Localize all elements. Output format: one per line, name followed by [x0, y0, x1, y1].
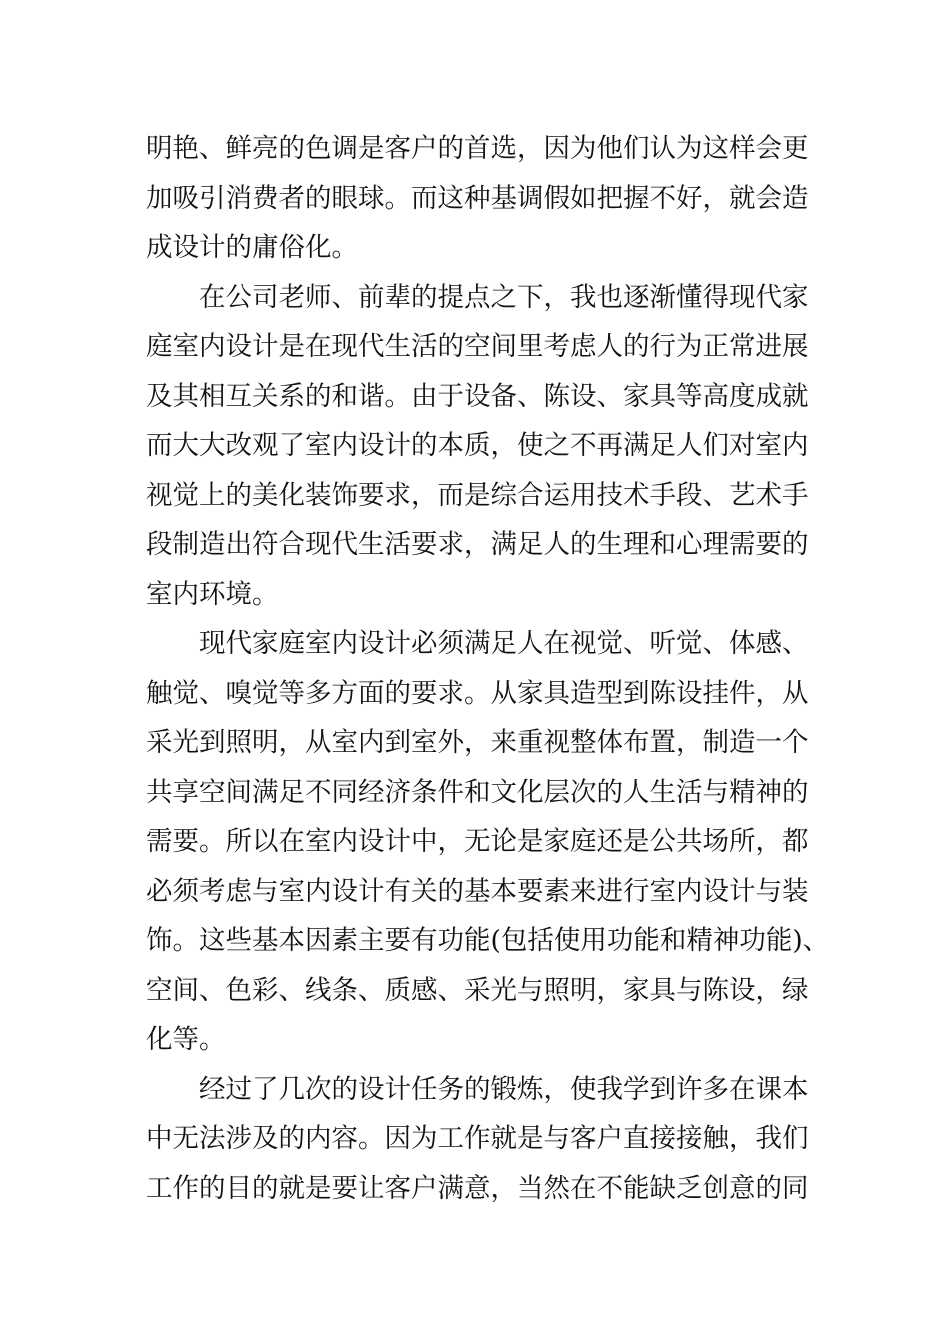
- text-line: 采光到照明，从室内到室外，来重视整体布置，制造一个: [146, 727, 809, 758]
- text-line: 段制造出符合现代生活要求，满足人的生理和心理需要的: [146, 529, 809, 560]
- text-line: 视觉上的美化装饰要求，而是综合运用技术手段、艺术手: [146, 479, 809, 511]
- text-line: 化等。: [146, 1024, 226, 1055]
- text-line: 饰。这些基本因素主要有功能(包括使用功能和精神功能)、: [146, 925, 830, 956]
- text-line: 成设计的庸俗化。: [146, 232, 358, 263]
- text-line: 空间、色彩、线条、质感、采光与照明，家具与陈设，绿: [146, 974, 809, 1006]
- text-line: 加吸引消费者的眼球。而这种基调假如把握不好，就会造: [146, 182, 809, 214]
- body-text: [146, 124, 830, 1213]
- text-line: 必须考虑与室内设计有关的基本要素来进行室内设计与装: [146, 875, 809, 907]
- text-line: 室内环境。: [146, 578, 279, 610]
- text-line: 触觉、嗅觉等多方面的要求。从家具造型到陈设挂件，从: [146, 677, 809, 709]
- text-line: 工作的目的就是要让客户满意，当然在不能缺乏创意的同: [146, 1172, 809, 1204]
- text-line: 明艳、鲜亮的色调是客户的首选，因为他们认为这样会更: [146, 133, 809, 164]
- text-line: 在公司老师、前辈的提点之下，我也逐渐懂得现代家: [199, 281, 809, 313]
- text-line: 经过了几次的设计任务的锻炼，使我学到许多在课本: [199, 1073, 809, 1105]
- text-line: 现代家庭室内设计必须满足人在视觉、听觉、体感、: [199, 628, 809, 659]
- text-line: 中无法涉及的内容。因为工作就是与客户直接接触，我们: [146, 1123, 809, 1154]
- text-line: 共享空间满足不同经济条件和文化层次的人生活与精神的: [146, 776, 809, 808]
- text-line: 庭室内设计是在现代生活的空间里考虑人的行为正常进展: [146, 331, 809, 362]
- text-line: 需要。所以在室内设计中，无论是家庭还是公共场所，都: [146, 826, 809, 857]
- text-line: 而大大改观了室内设计的本质，使之不再满足人们对室内: [146, 430, 809, 461]
- text-line: 及其相互关系的和谐。由于设备、陈设、家具等高度成就: [146, 380, 809, 412]
